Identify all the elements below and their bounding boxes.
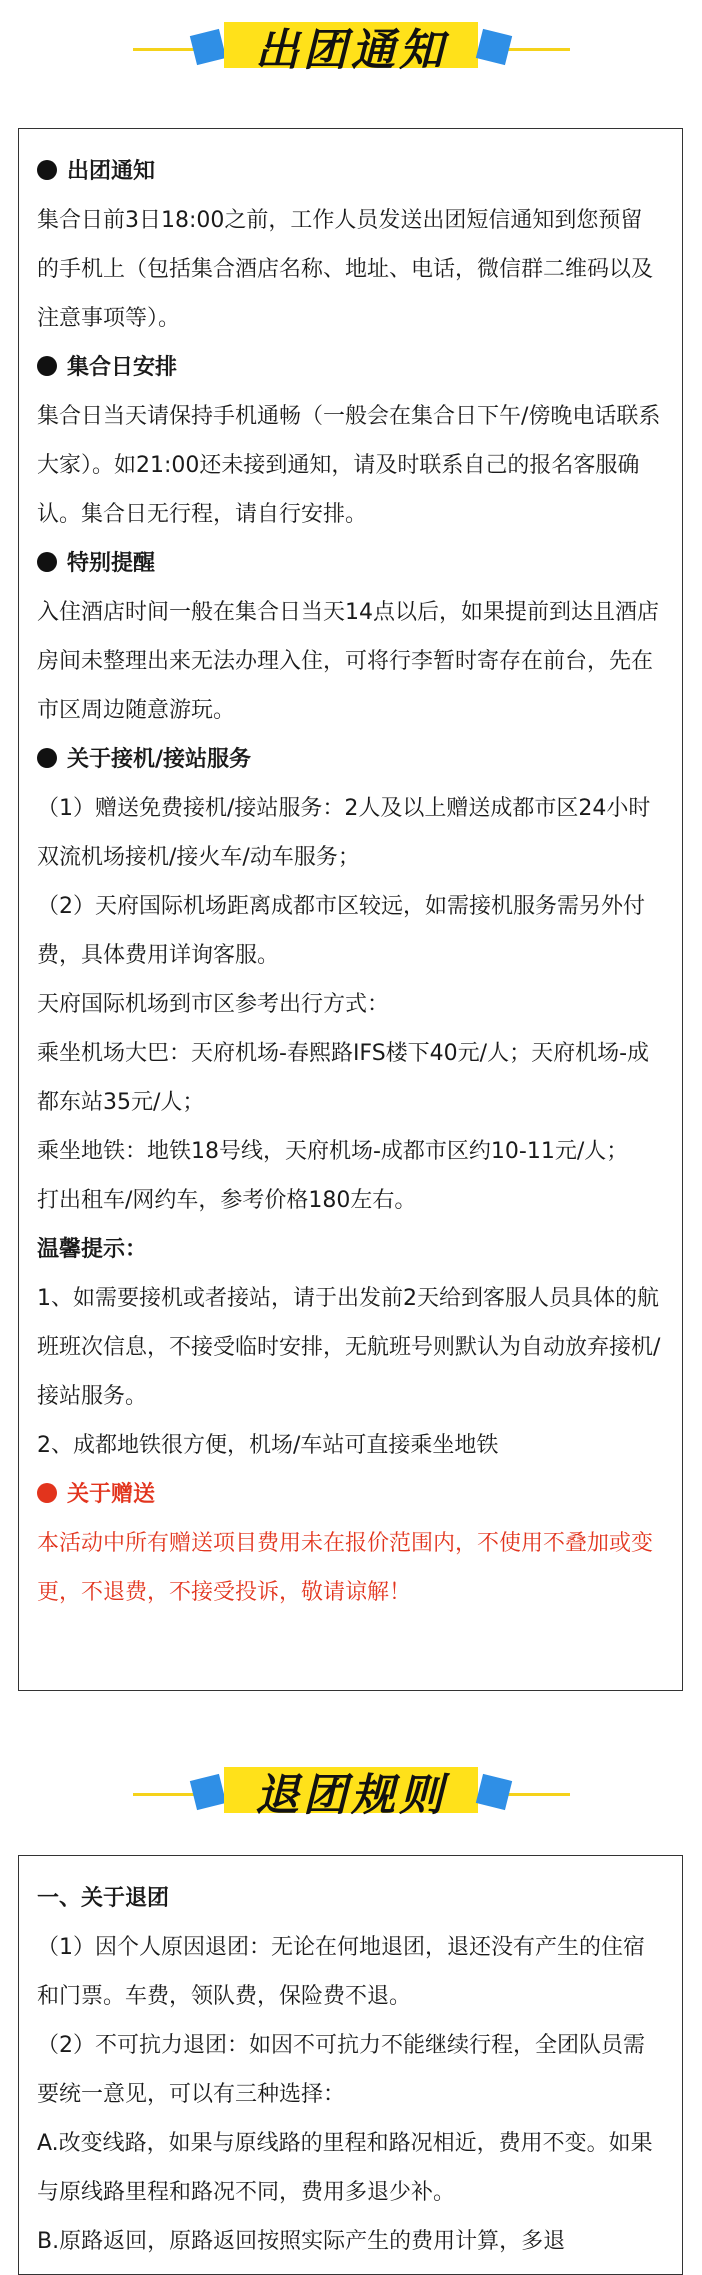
paragraph (37, 1029, 664, 1127)
paragraph-text: 天府国际机场到市区参考出行方式： (37, 992, 390, 1017)
paragraph (37, 1519, 664, 1617)
heading-text: 温馨提示： (37, 1237, 148, 1262)
paragraph-text: 2、成都地铁很方便，机场/车站可直接乘坐地铁 (37, 1433, 499, 1458)
section-heading (37, 1225, 664, 1274)
paragraph-text: A.改变线路，如果与原线路的里程和路况相近，费用不变。如果与原线路里程和路况不同，费用多退少补。 (37, 2131, 653, 2205)
paragraph-text: （1）赠送免费接机/接站服务：2人及以上赠送成都市区24小时双流机场接机/接火车/动车服务； (37, 796, 651, 870)
paragraph-text: 本活动中所有赠送项目费用未在报价范围内，不使用不叠加或变更，不退费，不接受投诉，敬请谅解！ (37, 1531, 654, 1605)
heading-text: 关于赠送 (67, 1482, 156, 1507)
heading-text: 出团通知 (67, 159, 156, 184)
heading-text: 一、关于退团 (37, 1886, 170, 1911)
paragraph-text: 乘坐机场大巴：天府机场-春熙路IFS楼下40元/人；天府机场-成都东站35元/人； (37, 1041, 650, 1115)
bullet-dot-icon (37, 356, 57, 376)
bullet-dot-icon (37, 160, 57, 180)
paragraph-text: 集合日前3日18:00之前，工作人员发送出团短信通知到您预留的手机上（包括集合酒店名称、地址、电话，微信群二维码以及注意事项等）。 (37, 208, 654, 331)
paragraph (37, 392, 664, 539)
heading-text: 关于接机/接站服务 (67, 747, 252, 772)
paragraph-text: 打出租车/网约车，参考价格180左右。 (37, 1188, 417, 1213)
header-square-left (190, 29, 226, 65)
paragraph (37, 2021, 664, 2119)
section-heading (37, 1470, 664, 1519)
paragraph-text: （2）天府国际机场距离成都市区较远，如需接机服务需另外付费，具体费用详询客服。 (37, 894, 645, 968)
paragraph-text: （2）不可抗力退团：如因不可抗力不能继续行程，全团队员需要统一意见，可以有三种选择： (37, 2033, 645, 2107)
bullet-dot-icon (37, 748, 57, 768)
heading-text: 集合日安排 (67, 355, 178, 380)
paragraph (37, 2119, 664, 2217)
section1-title: 出团通知 (255, 25, 447, 76)
paragraph (37, 1127, 664, 1176)
section-heading (37, 735, 664, 784)
section-heading (37, 147, 664, 196)
header-square-right (476, 1774, 512, 1810)
section1-header (0, 10, 702, 90)
refund-rules-box (18, 1855, 683, 2275)
paragraph (37, 882, 664, 980)
header-square-right (476, 29, 512, 65)
paragraph-text: 乘坐地铁：地铁18号线，天府机场-成都市区约10-11元/人； (37, 1139, 629, 1164)
paragraph (37, 1923, 664, 2021)
paragraph (37, 980, 664, 1029)
paragraph-text: （1）因个人原因退团：无论在何地退团，退还没有产生的住宿和门票。车费，领队费，保险费不退。 (37, 1935, 645, 2009)
paragraph (37, 588, 664, 735)
bullet-dot-icon (37, 1483, 57, 1503)
paragraph (37, 784, 664, 882)
paragraph-text: 1、如需要接机或者接站，请于出发前2天给到客服人员具体的航班班次信息，不接受临时安排，无航班号则默认为自动放弃接机/接站服务。 (37, 1286, 661, 1409)
paragraph (37, 196, 664, 343)
paragraph-text: 入住酒店时间一般在集合日当天14点以后，如果提前到达且酒店房间未整理出来无法办理入住，可将行李暂时寄存在前台，先在市区周边随意游玩。 (37, 600, 659, 723)
heading-text: 特别提醒 (67, 551, 156, 576)
section2-header (0, 1755, 702, 1835)
paragraph-text: B.原路返回，原路返回按照实际产生的费用计算，多退 (37, 2229, 566, 2254)
section-heading (37, 343, 664, 392)
paragraph (37, 1274, 664, 1421)
section2-title: 退团规则 (255, 1770, 447, 1821)
paragraph-text: 集合日当天请保持手机通畅（一般会在集合日下午/傍晚电话联系大家）。如21:00还未接到通知，请及时联系自己的报名客服确认。集合日无行程，请自行安排。 (37, 404, 661, 527)
section-heading (37, 539, 664, 588)
bullet-dot-icon (37, 552, 57, 572)
section-heading (37, 1874, 664, 1923)
header-square-left (190, 1774, 226, 1810)
paragraph (37, 1176, 664, 1225)
notice-box (18, 128, 683, 1691)
paragraph (37, 1421, 664, 1470)
